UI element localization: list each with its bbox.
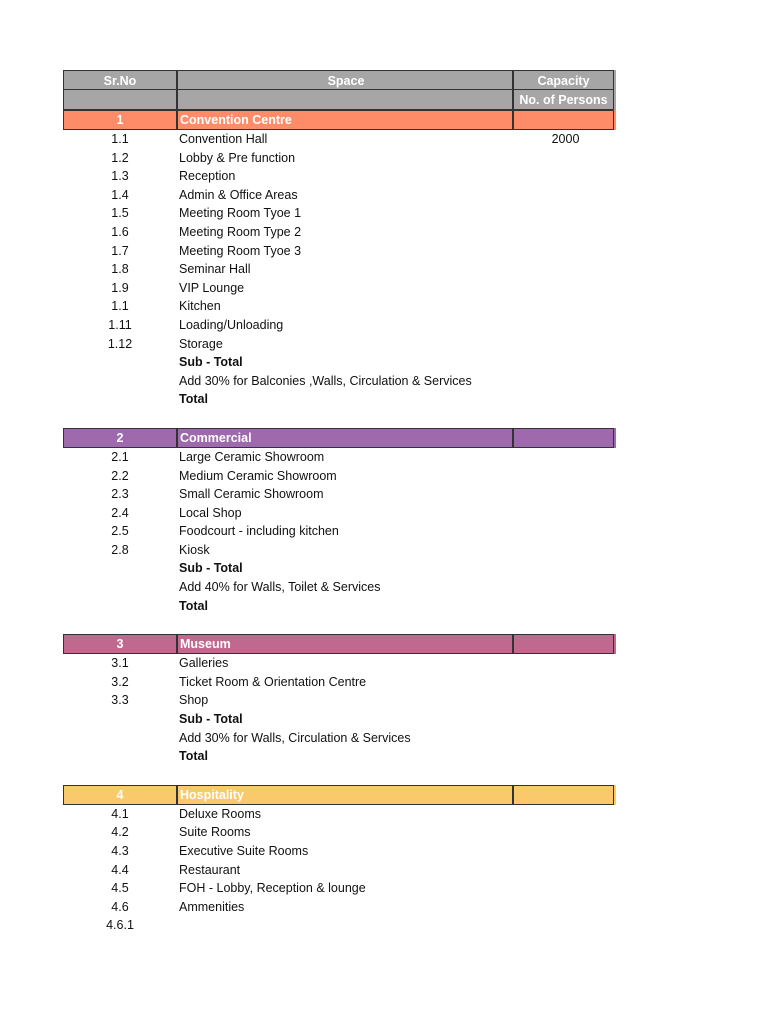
row-space [177, 916, 515, 935]
section-capacity [513, 110, 614, 130]
row-space: Meeting Room Tyoe 3 [179, 243, 302, 258]
header-space: Space [177, 70, 513, 90]
row-no: 1.11 [108, 317, 132, 332]
row-space: Deluxe Rooms [179, 806, 261, 821]
header-capacity: Capacity [513, 70, 614, 90]
section-header-commercial [63, 428, 616, 448]
row-no: 1.2 [111, 150, 129, 165]
table-row [63, 167, 616, 186]
allowance-label: Add 30% for Walls, Circulation & Services [179, 730, 411, 745]
total-label: Total [179, 749, 208, 764]
row-space: Kitchen [179, 299, 221, 314]
row-space: Foodcourt - including kitchen [179, 524, 339, 539]
area-program-table [63, 70, 616, 935]
row-space: Small Ceramic Showroom [179, 487, 324, 502]
subtotal-row [63, 710, 616, 729]
row-no: 1.1 [111, 299, 129, 314]
row-capacity [515, 242, 616, 261]
row-space: Medium Ceramic Showroom [179, 468, 337, 483]
subtotal-row [63, 353, 616, 372]
header-srno-blank [63, 90, 177, 110]
section-title: Convention Centre [177, 110, 513, 130]
row-space: Kiosk [179, 542, 210, 557]
row-space: Executive Suite Rooms [179, 844, 309, 858]
row-capacity [515, 279, 616, 298]
row-capacity [515, 805, 616, 824]
row-space: VIP Lounge [179, 280, 245, 295]
row-capacity [515, 467, 616, 486]
row-capacity [515, 522, 616, 541]
total-label: Total [179, 598, 208, 613]
section-capacity [513, 785, 614, 805]
table-row [63, 223, 616, 242]
row-capacity [515, 186, 616, 205]
row-no: 4.1 [111, 806, 129, 821]
table-row [63, 504, 616, 523]
header-srno: Sr.No [63, 70, 177, 90]
row-capacity [515, 861, 616, 880]
row-no: 4.4 [111, 862, 129, 877]
row-capacity [515, 297, 616, 316]
row-capacity [515, 149, 616, 168]
row-space: Loading/Unloading [179, 317, 284, 332]
table-row [63, 204, 616, 223]
row-capacity [515, 167, 616, 186]
section-header-hospitality [63, 785, 616, 805]
row-no: 2.1 [111, 449, 129, 464]
row-no: 1.9 [111, 280, 129, 295]
row-no: 1.12 [107, 336, 133, 351]
header-persons: No. of Persons [513, 90, 614, 110]
row-no: 4.6.1 [106, 918, 134, 933]
subtotal-label: Sub - Total [179, 355, 243, 370]
row-no: 2.2 [111, 468, 129, 483]
row-space: Reception [179, 169, 236, 184]
row-capacity: 2000 [551, 132, 580, 146]
table-row [63, 654, 616, 673]
row-space: Lobby & Pre function [179, 150, 296, 165]
row-capacity [515, 316, 616, 335]
table-row [63, 316, 616, 335]
table-row [63, 335, 616, 354]
row-capacity [515, 673, 616, 692]
table-row [63, 879, 616, 898]
row-no: 4.5 [111, 881, 129, 896]
section-header-convention [63, 110, 616, 130]
section-spacer [63, 615, 616, 634]
row-no: 1.1 [111, 132, 129, 146]
row-no: 4.6 [111, 899, 129, 914]
row-no: 2.4 [111, 505, 129, 520]
subtotal-label: Sub - Total [179, 712, 243, 727]
row-capacity [515, 823, 616, 842]
row-capacity [515, 879, 616, 898]
row-capacity [515, 223, 616, 242]
section-number: 1 [63, 110, 177, 130]
total-row [63, 390, 616, 409]
row-capacity [515, 691, 616, 710]
row-no: 2.3 [111, 487, 129, 502]
row-no: 1.4 [111, 187, 129, 202]
row-no: 3.1 [111, 656, 129, 671]
row-space: Large Ceramic Showroom [179, 449, 325, 464]
row-capacity [515, 541, 616, 560]
row-no: 4.2 [111, 825, 129, 840]
row-space: Meeting Room Type 2 [179, 224, 302, 239]
row-capacity [515, 916, 616, 935]
section-capacity [513, 428, 614, 448]
section-spacer [63, 409, 616, 428]
row-space: Restaurant [179, 862, 241, 877]
row-capacity [515, 260, 616, 279]
subtotal-row [63, 559, 616, 578]
table-row [63, 916, 616, 935]
row-no: 4.3 [111, 844, 129, 858]
table-row [63, 467, 616, 486]
allowance-label: Add 40% for Walls, Toilet & Services [179, 580, 381, 595]
table-row [63, 260, 616, 279]
row-space: Ammenities [179, 899, 245, 914]
row-space: Meeting Room Tyoe 1 [179, 206, 302, 221]
row-capacity [515, 504, 616, 523]
row-capacity [515, 654, 616, 673]
row-space: Ticket Room & Orientation Centre [179, 674, 367, 689]
row-no: 1.7 [111, 243, 129, 258]
section-spacer [63, 766, 616, 785]
row-no: 2.5 [111, 524, 129, 539]
row-no: 1.6 [111, 224, 129, 239]
table-row [63, 805, 616, 824]
row-space: FOH - Lobby, Reception & lounge [179, 881, 366, 896]
row-capacity [515, 842, 616, 861]
table-subheader-row [63, 90, 616, 110]
row-capacity [515, 485, 616, 504]
row-space: Suite Rooms [179, 825, 251, 840]
allowance-label: Add 30% for Balconies ,Walls, Circulation & Services [179, 373, 472, 388]
section-number: 3 [63, 634, 177, 654]
table-row [63, 485, 616, 504]
row-space: Admin & Office Areas [179, 187, 298, 202]
table-row [63, 861, 616, 880]
table-row [63, 448, 616, 467]
section-title: Museum [177, 634, 513, 654]
table-row [63, 898, 616, 917]
row-space: Seminar Hall [179, 262, 251, 277]
section-header-museum [63, 634, 616, 654]
total-label: Total [179, 392, 208, 407]
row-capacity [515, 898, 616, 917]
table-row [63, 130, 616, 149]
table-row [63, 673, 616, 692]
table-row [63, 279, 616, 298]
section-title: Commercial [177, 428, 513, 448]
row-no: 1.5 [111, 206, 129, 221]
table-header-row [63, 70, 616, 90]
table-row [63, 186, 616, 205]
header-space-blank [177, 90, 513, 110]
row-space: Convention Hall [179, 132, 268, 146]
row-no: 3.2 [111, 674, 129, 689]
row-space: Shop [179, 693, 209, 708]
row-no: 1.8 [111, 262, 129, 277]
row-space: Local Shop [179, 505, 242, 520]
table-row [63, 297, 616, 316]
allowance-row [63, 372, 616, 391]
total-row [63, 747, 616, 766]
table-row [63, 541, 616, 560]
table-row [63, 823, 616, 842]
row-capacity [515, 448, 616, 467]
row-no: 3.3 [111, 693, 129, 708]
section-number: 4 [63, 785, 177, 805]
table-row [63, 149, 616, 168]
row-space: Galleries [179, 656, 229, 671]
table-row [63, 242, 616, 261]
total-row [63, 597, 616, 616]
table-row [63, 842, 616, 861]
section-number: 2 [63, 428, 177, 448]
row-no: 1.3 [111, 169, 129, 184]
row-no: 2.8 [111, 542, 129, 557]
table-row [63, 691, 616, 710]
section-title: Hospitality [177, 785, 513, 805]
subtotal-label: Sub - Total [179, 561, 243, 576]
row-capacity [515, 335, 616, 354]
row-capacity [515, 204, 616, 223]
row-space: Storage [179, 336, 223, 351]
allowance-row [63, 578, 616, 597]
allowance-row [63, 729, 616, 748]
table-row [63, 522, 616, 541]
section-capacity [513, 634, 614, 654]
